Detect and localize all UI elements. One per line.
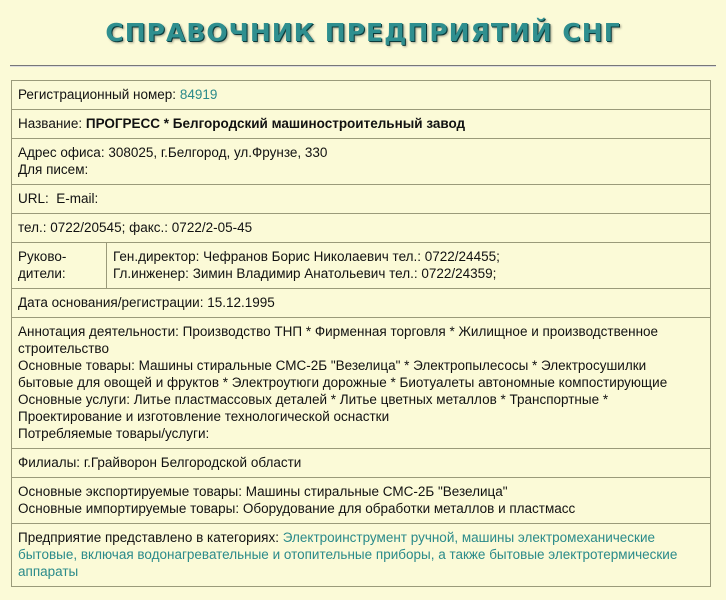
fax-value: 0722/2-05-45	[171, 220, 253, 235]
categories-row	[12, 524, 711, 587]
header-divider	[10, 65, 716, 67]
leaders-row	[12, 243, 711, 289]
email-label: E-mail:	[56, 191, 99, 206]
tel-label: тел.:	[18, 220, 47, 235]
import-value: Оборудование для обработки металлов и пластмасс	[242, 501, 576, 516]
branches-label: Филиалы:	[18, 455, 81, 470]
reg-number-row	[12, 81, 711, 110]
annotation-value: Производство ТНП * Фирменная торговля * Жилищное и производственное строительство	[18, 324, 659, 356]
export-value: Машины стиральные СМС-2Б "Везелица"	[245, 484, 508, 499]
address-value: 308025, г.Белгород, ул.Фрунзе, 330	[108, 145, 328, 160]
leader-item: Ген.директор: Чефранов Борис Николаевич тел.: 0722/24455;	[113, 249, 500, 264]
categories-label: Предприятие представлено в категориях:	[18, 530, 279, 545]
reg-number-label: Регистрационный номер:	[18, 87, 177, 102]
reg-number-value: 84919	[179, 87, 218, 102]
export-label: Основные экспортируемые товары:	[18, 484, 242, 499]
leader-item: Гл.инженер: Зимин Владимир Анатольевич тел.: 0722/24359;	[113, 266, 497, 281]
web-row	[12, 185, 711, 214]
branches-value: г.Грайворон Белгородской области	[83, 455, 302, 470]
services-value: Литье пластмассовых деталей * Литье цветных металлов * Транспортные * Проектирование и изготовление технологической оснастки	[18, 392, 609, 424]
leaders-list	[107, 243, 711, 289]
page-title: СПРАВОЧНИК ПРЕДПРИЯТИЙ СНГ	[105, 17, 621, 47]
consumed-label: Потребляемые товары/услуги:	[18, 426, 210, 441]
annotation-label: Аннотация деятельности:	[18, 324, 179, 339]
founded-value: 15.12.1995	[207, 295, 275, 310]
goods-label: Основные товары:	[18, 358, 135, 373]
services-label: Основные услуги:	[18, 392, 130, 407]
tel-value: 0722/20545;	[50, 220, 126, 235]
categories-link[interactable]: Электроинструмент ручной, машины электромеханические бытовые, включая водонагревательные и отопительные приборы, а также бытовые электротермические аппараты	[18, 530, 678, 579]
url-label: URL:	[18, 191, 49, 206]
page-header	[0, 0, 726, 60]
import-label: Основные импортируемые товары:	[18, 501, 240, 516]
goods-value: Машины стиральные СМС-2Б "Везелица" * Электропылесосы * Электросушилки бытовые для овощей и фруктов * Электроутюги дорожные * Биотуалеты автономные компостирующие	[18, 358, 668, 390]
leaders-label: Руково- дители:	[12, 243, 107, 289]
company-name: ПРОГРЕСС * Белгородский машиностроительный завод	[85, 116, 466, 131]
phone-row	[12, 214, 711, 243]
activity-row	[12, 318, 711, 449]
mail-address-label: Для писем:	[18, 162, 89, 177]
address-label: Адрес офиса:	[18, 145, 105, 160]
address-row	[12, 139, 711, 185]
trade-row	[12, 478, 711, 524]
company-card	[11, 80, 711, 587]
name-row	[12, 110, 711, 139]
founded-row	[12, 289, 711, 318]
fax-label: факс.:	[129, 220, 169, 235]
founded-label: Дата основания/регистрации:	[18, 295, 204, 310]
name-label: Название:	[18, 116, 83, 131]
branches-row	[12, 449, 711, 478]
